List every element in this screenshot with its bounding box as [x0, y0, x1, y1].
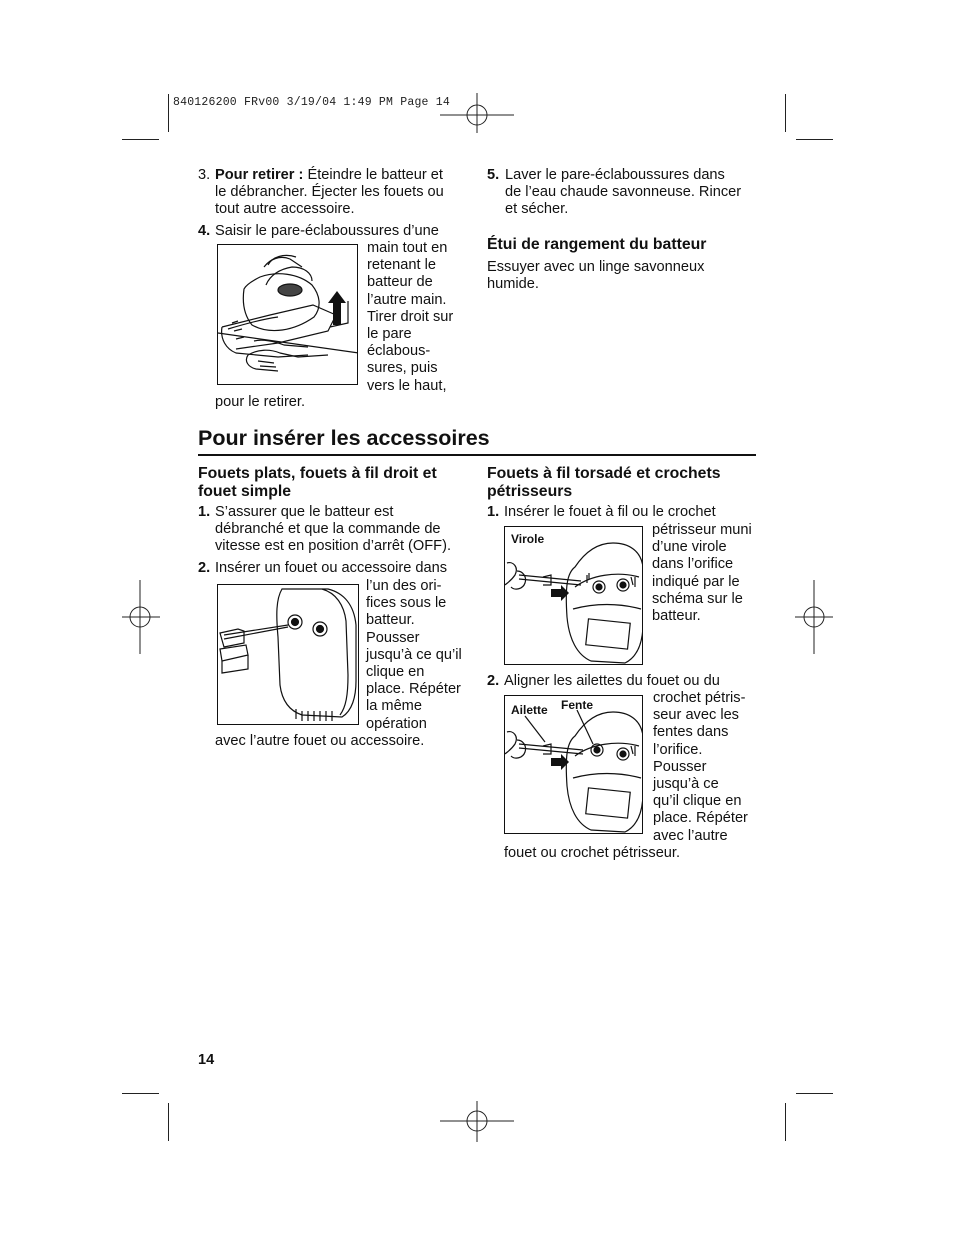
- flat-step-1-text: S’assurer que le batteur est débranché et que la commande de vitesse est en position d’arrêt (OFF).: [215, 504, 452, 555]
- ferrule-label: Virole: [511, 532, 545, 546]
- step-3-number: 3.: [198, 167, 211, 183]
- storage-case-heading: Étui de rangement du batteur: [487, 236, 707, 253]
- section-title: Pour insérer les accessoires: [198, 426, 490, 450]
- flat-step-2-first-line: Insérer un fouet ou accessoire dans: [215, 560, 448, 576]
- flat-beaters-heading: Fouets plats, fouets à fil droit et fouet simple: [198, 465, 437, 500]
- step-4-side-text: main tout en retenant le batteur de l’autre main. Tirer droit sur le pare éclabous- sures, puis vers le haut,: [367, 240, 454, 394]
- slot-label: Fente: [561, 698, 594, 712]
- flat-step-2-last-line: avec l’autre fouet ou accessoire.: [215, 733, 425, 749]
- step-3-bold-label: Pour retirer :: [215, 167, 304, 183]
- step-4-last-line: pour le retirer.: [215, 394, 306, 410]
- step-5-number: 5.: [487, 167, 500, 183]
- twisted-step-2-number: 2.: [487, 673, 500, 689]
- twisted-step-1-side-text: pétrisseur muni d’une virole dans l’orifice indiqué par le schéma sur le batteur.: [652, 522, 752, 625]
- step-3-line-3: tout autre accessoire.: [215, 201, 355, 218]
- wing-label: Ailette: [511, 703, 548, 717]
- section-rule: [198, 454, 756, 456]
- step-3-text: [215, 167, 465, 219]
- step-3-line-1: Éteindre le batteur et: [307, 167, 443, 183]
- twisted-step-2-last-line: fouet ou crochet pétrisseur.: [504, 845, 681, 861]
- remove-splash-guard-illustration: [217, 244, 358, 385]
- step-3-line-2: le débrancher. Éjecter les fouets ou: [215, 184, 444, 201]
- flat-step-2-side-text: l’un des ori- fices sous le batteur. Pousser jusqu’à ce qu’il clique en place. Répéter la même opération: [366, 578, 462, 732]
- twisted-step-2-first-line: Aligner les ailettes du fouet ou du: [504, 673, 720, 689]
- ferrule-insert-illustration: [504, 526, 643, 665]
- flat-step-2-number: 2.: [198, 560, 211, 576]
- twisted-step-1-first-line: Insérer le fouet à fil ou le crochet: [504, 504, 716, 520]
- wing-slot-align-illustration: [504, 695, 643, 834]
- page-number: 14: [198, 1052, 215, 1068]
- step-4-number: 4.: [198, 223, 211, 239]
- flat-step-1-number: 1.: [198, 504, 211, 520]
- twisted-step-2-side-text: crochet pétris- seur avec les fentes dans l’orifice. Pousser jusqu’à ce qu’il clique en place. Répéter avec l’autre: [653, 690, 748, 844]
- twisted-beaters-heading: Fouets à fil torsadé et crochets pétrisseurs: [487, 465, 721, 500]
- storage-case-text: Essuyer avec un linge savonneux humide.: [487, 259, 705, 293]
- printer-slug: 840126200 FRv00 3/19/04 1:49 PM Page 14: [173, 96, 450, 109]
- step-5-text: Laver le pare-éclaboussures dans de l’eau chaude savonneuse. Rincer et sécher.: [505, 167, 742, 218]
- step-4-first-line: Saisir le pare-éclaboussures d’une: [215, 223, 439, 239]
- insert-beater-illustration: [217, 584, 359, 725]
- twisted-step-1-number: 1.: [487, 504, 500, 520]
